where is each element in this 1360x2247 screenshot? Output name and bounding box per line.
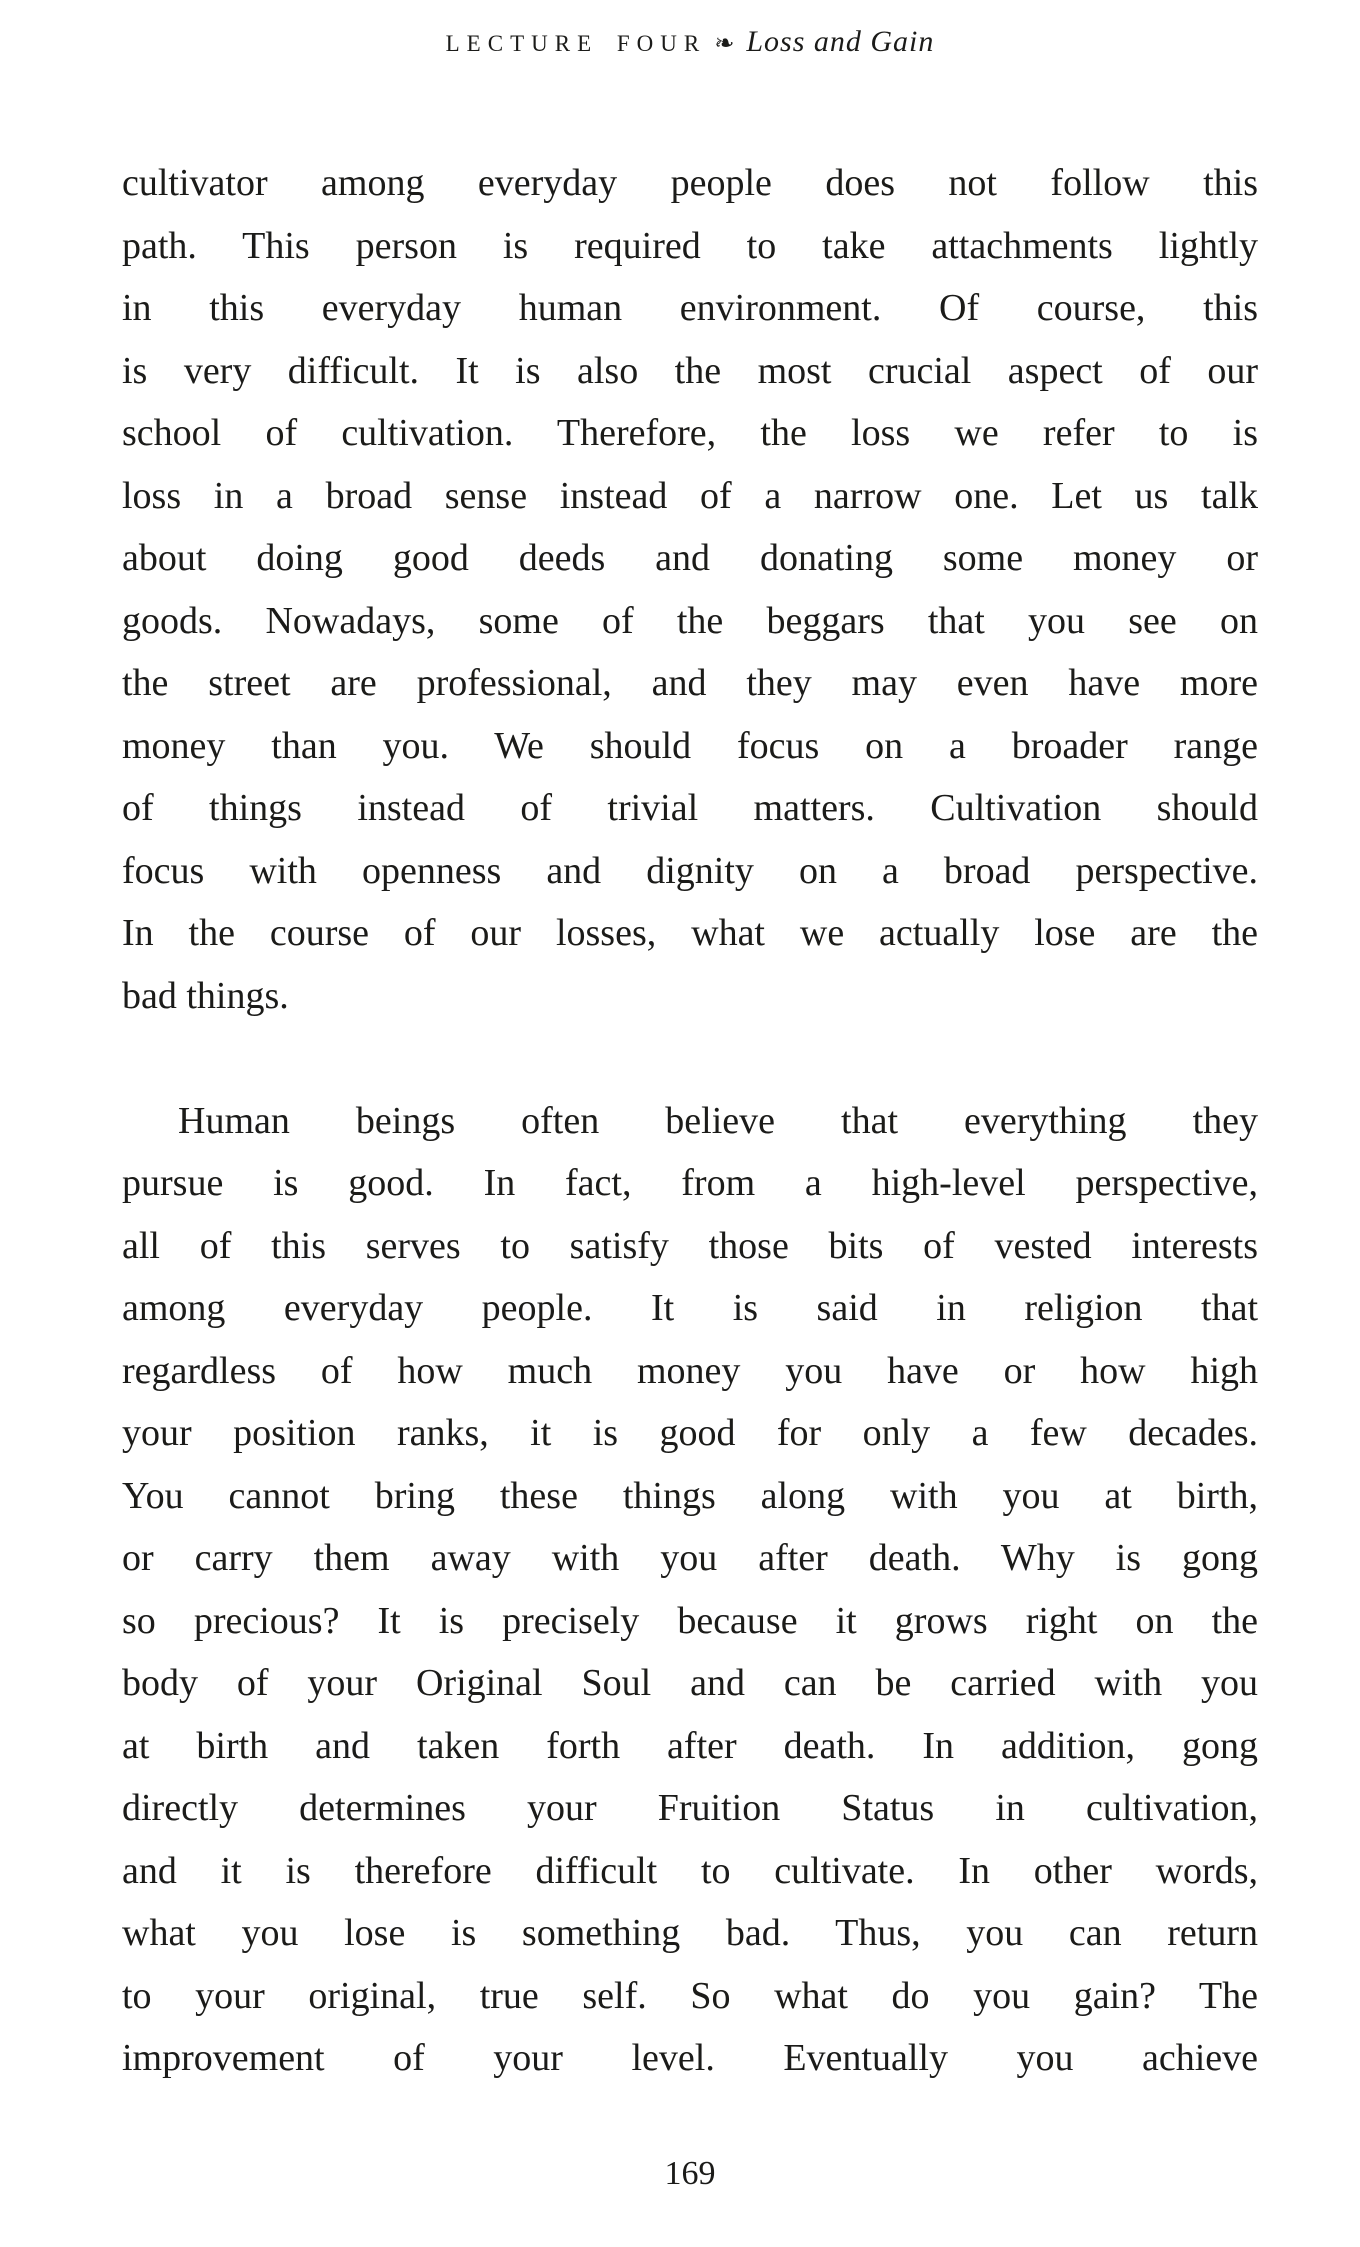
text-line: cultivator among everyday people does not follow this <box>122 162 1258 204</box>
text-line: money than you. We should focus on a broader range <box>122 724 1258 767</box>
page-footer <box>122 2143 1258 2205</box>
text-line: to your original, true self. So what do you gain? The <box>122 1974 1258 2017</box>
text-line: school of cultivation. Therefore, the loss we refer to is <box>122 412 1258 454</box>
text-line: goods. Nowadays, some of the beggars that you see on <box>122 599 1258 642</box>
text-line: bad things. <box>122 974 289 1017</box>
text-line: focus with openness and dignity on a broad perspective. <box>122 849 1258 892</box>
text-line: body of your Original Soul and can be carried with you <box>122 1662 1258 1704</box>
text-line: In the course of our losses, what we actually lose are the <box>122 912 1258 954</box>
text-line: or carry them away with you after death. Why is gong <box>122 1537 1258 1579</box>
text-line: improvement of your level. Eventually you achieve <box>122 2037 1258 2079</box>
text-line: among everyday people. It is said in religion that <box>122 1287 1258 1329</box>
text-line: the street are professional, and they may even have more <box>122 662 1258 704</box>
text-line: Human beings often believe that everything they <box>178 1099 1258 1142</box>
text-line: path. This person is required to take attachments lightly <box>122 224 1258 267</box>
text-line: pursue is good. In fact, from a high-level perspective, <box>122 1162 1258 1204</box>
chapter-title: Loss and Gain <box>746 25 935 58</box>
text-line: in this everyday human environment. Of course, this <box>122 287 1258 329</box>
text-line: is very difficult. It is also the most crucial aspect of our <box>122 349 1258 392</box>
running-header <box>122 22 1258 67</box>
text-line: at birth and taken forth after death. In addition, gong <box>122 1724 1258 1767</box>
paragraph <box>122 1090 1258 2090</box>
text-line: your position ranks, it is good for only a few decades. <box>122 1412 1258 1454</box>
text-line: all of this serves to satisfy those bits of vested interests <box>122 1224 1258 1267</box>
text-line: regardless of how much money you have or how high <box>122 1349 1258 1392</box>
paragraph <box>122 152 1258 1027</box>
fleuron-icon: ❧ <box>714 29 735 57</box>
text-line: what you lose is something bad. Thus, you can return <box>122 1912 1258 1954</box>
page-number: 169 <box>664 2155 716 2192</box>
text-line: about doing good deeds and donating some money or <box>122 537 1258 579</box>
text-line: so precious? It is precisely because it grows right on the <box>122 1599 1258 1642</box>
text-line: You cannot bring these things along with you at birth, <box>122 1474 1258 1517</box>
body-text <box>122 152 1258 2090</box>
section-label: LECTURE FOUR <box>445 31 707 56</box>
text-line: directly determines your Fruition Status in cultivation, <box>122 1787 1258 1829</box>
text-line: of things instead of trivial matters. Cultivation should <box>122 787 1258 829</box>
text-line: and it is therefore difficult to cultivate. In other words, <box>122 1849 1258 1892</box>
text-line: loss in a broad sense instead of a narrow one. Let us talk <box>122 474 1258 517</box>
